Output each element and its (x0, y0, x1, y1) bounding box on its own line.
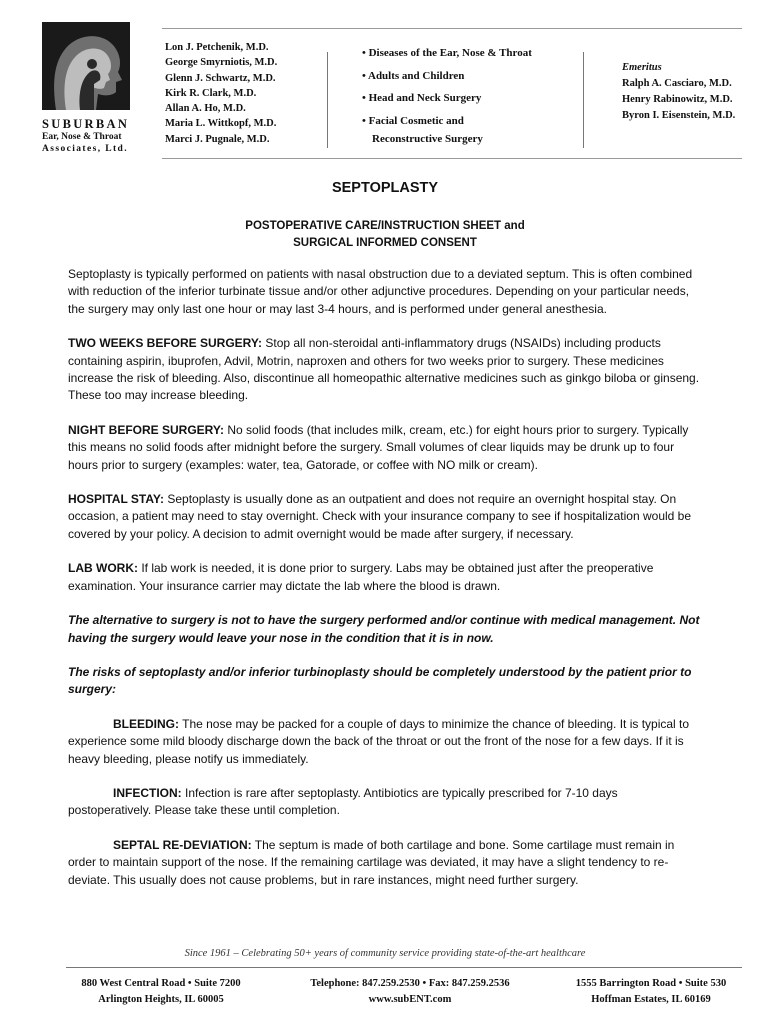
lab-work-section (68, 560, 704, 595)
section-heading: NIGHT BEFORE SURGERY: (68, 422, 225, 437)
septal-redeviation-risk (68, 837, 704, 889)
specialty-item: • Facial Cosmetic and (362, 114, 464, 127)
specialty-item: • Adults and Children (362, 69, 465, 82)
risk-text: The nose may be packed for a couple of days to minimize the chance of bleeding. It is typical to experience some mild bloody discharge down the back of the throat or out the front of the nose for a few days. If it is heavy bleeding, please notify us immediately. (68, 716, 690, 766)
section-text: If lab work is needed, it is done prior to surgery. Labs may be obtained just after the preoperative examination. Your insurance carrier may dictate the lab where the blood is drawn. (68, 561, 654, 593)
specialty-item-continued: Reconstructive Surgery (372, 133, 483, 145)
risk-heading: BLEEDING: (113, 716, 179, 731)
risk-text: Infection is rare after septoplasty. Antibiotics are typically prescribed for 7-10 days postoperatively. Please take these until completion. (68, 785, 618, 818)
subtitle-line-1: POSTOPERATIVE CARE/INSTRUCTION SHEET and (245, 220, 525, 232)
emeritus-name: Byron I. Eisenstein, M.D. (622, 110, 736, 121)
section-heading: LAB WORK: (68, 561, 138, 576)
specialty-item: • Head and Neck Surgery (362, 92, 482, 104)
section-heading: TWO WEEKS BEFORE SURGERY: (68, 336, 263, 351)
hospital-stay-section (68, 491, 704, 543)
risk-heading: SEPTAL RE-DEVIATION: (113, 837, 252, 852)
document-subtitle (0, 218, 770, 252)
risks-statement: The risks of septoplasty and/or inferior turbinoplasty should be completely understood by the patient prior to surgery: (68, 664, 692, 697)
footer-contact (280, 976, 540, 1007)
header-divider-right (583, 52, 584, 148)
header-bottom-rule (162, 158, 742, 159)
specialty-item: • Diseases of the Ear, Nose & Throat (362, 47, 532, 59)
address-line: 880 West Central Road • Suite 7200 (81, 978, 241, 989)
logo-line-1: SUBURBAN (42, 117, 130, 131)
intro-paragraph: Septoplasty is typically performed on patients with nasal obstruction due to a deviated septum. This is often combined with reduction of the inferior turbinate tissue and/or other adjunctive procedures. Depending on your particular needs, the surgery may only last one hour or may last 3-4 hours, and is performed under general anesthesia. (68, 267, 693, 316)
emeritus-list (622, 60, 735, 124)
physician-list (165, 40, 277, 147)
physician-name: Allan A. Ho, M.D. (165, 103, 246, 115)
physician-name: Glenn J. Schwartz, M.D. (165, 72, 276, 84)
specialty-list (362, 42, 532, 146)
infection-risk (68, 785, 704, 820)
phone-fax: Telephone: 847.259.2530 • Fax: 847.259.2536 (310, 978, 510, 989)
section-heading: HOSPITAL STAY: (68, 492, 165, 507)
emeritus-title: Emeritus (622, 62, 662, 73)
practice-logo-icon (42, 22, 130, 110)
physician-name: Maria L. Wittkopf, M.D. (165, 118, 277, 130)
footer-address-left (66, 976, 256, 1007)
header-divider-left (327, 52, 328, 148)
physician-name: Lon J. Petchenik, M.D. (165, 42, 269, 53)
address-line: 1555 Barrington Road • Suite 530 (575, 978, 727, 989)
physician-name: George Smyrniotis, M.D. (165, 57, 278, 69)
two-weeks-section (68, 335, 704, 405)
risk-text: The septum is made of both cartilage and bone. Some cartilage must remain in order to maintain support of the nose. If the remaining cartilage was deviated, it may have a slight tendency to re-deviate. This usually does not cause problems, but in rare instances, might need further surgery. (68, 837, 675, 887)
emeritus-name: Henry Rabinowitz, M.D. (622, 94, 733, 105)
address-line: Arlington Heights, IL 60005 (98, 993, 224, 1005)
section-text: No solid foods (that includes milk, cream, etc.) for eight hours prior to surgery. Typically this means no solid foods after midnight before the surgery. Small volumes of clear liquids may be drunk up to four hours prior to surgery (examples: water, tea, Gatorade, or coffee with NO milk or cream). (68, 422, 689, 472)
section-text: Septoplasty is usually done as an outpatient and does not require an overnight hospital stay. On occasion, a patient may need to stay overnight. Check with your insurance company to see if hospitalization would be covered by your policy. A decision to admit overnight would be made after surgery, if necessary. (68, 492, 692, 541)
footer-rule (66, 967, 742, 968)
footer-address-right (556, 976, 746, 1007)
logo-line-3: Associates, Ltd. (42, 144, 128, 154)
document-body (68, 266, 704, 906)
emeritus-name: Ralph A. Casciaro, M.D. (622, 78, 732, 89)
alternative-statement: The alternative to surgery is not to have the surgery performed and/or continue with medical management. Not having the surgery would leave your nose in the condition that it is in now. (68, 613, 700, 645)
website-link[interactable]: www.subENT.com (368, 993, 452, 1005)
subtitle-line-2: SURGICAL INFORMED CONSENT (293, 237, 477, 249)
night-before-section (68, 422, 704, 474)
section-text: Stop all non-steroidal anti-inflammatory drugs (NSAIDs) including products containing aspirin, ibuprofen, Advil, Motrin, naproxen and others for two weeks prior to surgery. These medicines increase the risk of bleeding. Also, discontinue all homeopathic alternative medicines such as ginkgo biloba or ginseng. These too may increase bleeding. (68, 336, 700, 403)
bleeding-risk (68, 716, 704, 768)
footer-tagline: Since 1961 – Celebrating 50+ years of community service providing state-of-the-art healthcare (184, 948, 586, 959)
logo-wordmark (42, 117, 142, 155)
header-top-rule (162, 28, 742, 29)
document-title: SEPTOPLASTY (331, 180, 439, 196)
address-line: Hoffman Estates, IL 60169 (591, 993, 711, 1005)
risk-heading: INFECTION: (113, 785, 182, 800)
logo-line-2: Ear, Nose & Throat (42, 132, 122, 142)
physician-name: Kirk R. Clark, M.D. (165, 87, 257, 99)
physician-name: Marci J. Pugnale, M.D. (165, 133, 270, 145)
